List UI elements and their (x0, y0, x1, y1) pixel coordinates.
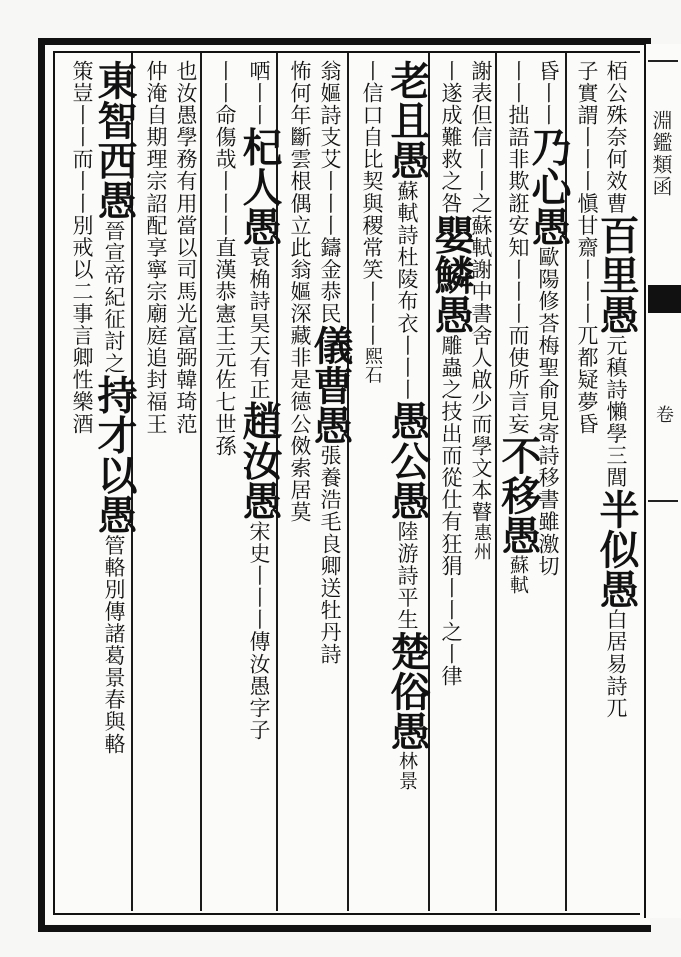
entry-text: 蘇軾 (507, 554, 529, 595)
entry-heading: 儀曹愚 (307, 324, 354, 445)
spine-foot: 卷 (653, 405, 674, 423)
entry-text: 仲淹自期理宗詔配享寧宗廟庭追封福王 (144, 60, 168, 435)
text-column-14 (134, 60, 178, 910)
entry-text: 拙語非欺誑安知丨丨丨而使所言妄 (506, 104, 530, 435)
entry-heading: 東智西愚 (91, 60, 138, 220)
text-column-10 (278, 60, 322, 910)
text-column-6 (429, 60, 473, 910)
entry-heading: 持才以愚 (91, 374, 138, 535)
entry-text: 晉宣帝紀征討之 (102, 220, 126, 375)
entry-heading: 半似愚 (593, 488, 640, 609)
entry-text: 張養浩毛良卿送牡丹詩 (318, 444, 342, 666)
entry-heading: 乃心愚 (525, 126, 572, 247)
entry-heading: 百里愚 (593, 214, 640, 335)
entry-text: 惠州 (471, 523, 492, 562)
entry-text: 常笑丨丨丨 (360, 236, 384, 347)
entry-text: 命傷哉丨丨丨 (213, 104, 237, 237)
entry-text: 謝表但信丨丨之 (469, 60, 493, 215)
entry-text: 愼甘齋丨丨丨 (575, 192, 599, 325)
entry-text: 丨遂成難救之咎 (439, 60, 463, 215)
entry-text: 白居易詩兀 (604, 608, 628, 719)
entry-text: 也汝愚學務有用當以司馬光富弼韓琦范 (174, 60, 198, 435)
entry-text: 哂丨丨 (247, 60, 271, 127)
entry-text: 雕蟲之技出而從仕有狂狷丨丨之丨 (439, 334, 463, 666)
entry-text: 陸游詩平生 (395, 520, 419, 631)
entry-text: 丨信口自比契與稷 (360, 60, 384, 237)
entry-text: 蘇軾謝中書舍人啟少而學文本瞽 (469, 214, 493, 524)
entry-text: 管輅別傳諸葛景春與輅 (102, 534, 126, 755)
text-column-8 (350, 60, 394, 910)
entry-text: 元稹詩懶學三閭 (604, 334, 628, 489)
spine-tick (648, 500, 678, 502)
entry-text: 蘇軾詩杜陵布衣丨丨丨 (395, 180, 419, 401)
entry-heading: 不移愚 (495, 434, 542, 555)
entry-text: 林景 (396, 750, 418, 791)
entry-text: 昏丨丨 (536, 60, 560, 127)
entry-text: 丨丨 (506, 60, 530, 105)
entry-text: 怖何年斷雲根偶立此翁嫗 (288, 60, 312, 303)
entry-text: 栢公殊奈何效曹 (604, 60, 628, 215)
entry-heading: 楚俗愚 (384, 630, 431, 751)
entry-text: 兀都疑夢昏 (575, 324, 599, 435)
entry-text: 別戒以二事言卿性樂酒 (70, 214, 94, 435)
entry-text: 宋史丨丨丨傳汝愚字子 (247, 520, 271, 742)
entry-text: 丨丨 (213, 60, 237, 105)
entry-text: 直漢恭憲王元佐七世孫 (213, 236, 237, 457)
entry-text: 翁嫗詩支艾丨丨丨鑄金恭民 (318, 60, 342, 325)
entry-text: 歐陽修荅梅聖俞見寄詩移書雖激切 (536, 246, 560, 577)
spine-title: 淵鑑類函 (649, 110, 673, 198)
entry-heading: 老且愚 (384, 60, 431, 180)
entry-text: 熙石 (362, 346, 383, 385)
entry-text: 袁桷詩昊天有正 (247, 246, 271, 401)
spine-fishtail-block (648, 285, 681, 313)
spine-tick (648, 60, 678, 62)
text-column-16 (60, 60, 104, 910)
entry-text: 策豈丨丨而丨丨 (70, 60, 94, 215)
entry-heading: 嬰鱗愚 (428, 214, 475, 335)
entry-heading: 愚公愚 (384, 400, 431, 521)
entry-heading: 趙汝愚 (236, 400, 283, 521)
entry-text: 深藏非是德公傚索居莫 (288, 302, 312, 524)
text-column-12 (203, 60, 247, 910)
entry-text: 子實謂丨丨丨 (575, 60, 599, 193)
entry-heading: 杞人愚 (236, 126, 283, 247)
entry-text: 律 (439, 665, 463, 688)
